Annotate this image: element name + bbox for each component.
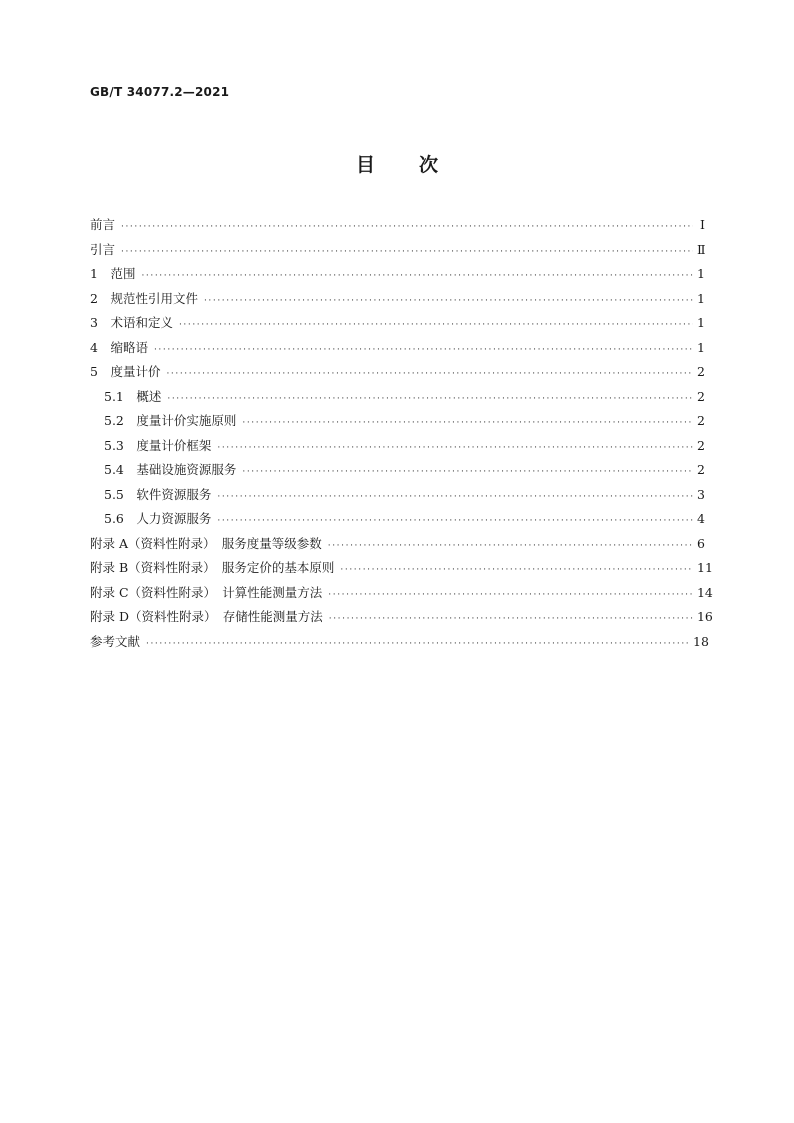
toc-entry-label: 5.6 人力资源服务 xyxy=(104,511,212,526)
toc-entry-page: 4 xyxy=(697,511,705,526)
toc-entry-label: 3 术语和定义 xyxy=(90,315,173,330)
toc-entry[interactable] xyxy=(90,338,705,363)
toc-entry[interactable] xyxy=(90,632,709,657)
toc-dot-leader xyxy=(217,516,693,526)
toc-entry-label: 参考文献 xyxy=(90,633,141,649)
page-title xyxy=(0,150,794,177)
toc-entry-label: 4 缩略语 xyxy=(90,339,148,355)
toc-entry-page: 1 xyxy=(697,266,705,281)
toc-entry[interactable] xyxy=(90,240,705,265)
toc-entry-label: 5.3 度量计价框架 xyxy=(104,437,212,453)
toc-entry-label: 2 规范性引用文件 xyxy=(90,290,198,306)
toc-entry[interactable] xyxy=(90,362,705,387)
toc-dot-leader xyxy=(146,639,689,649)
toc-entry[interactable] xyxy=(90,583,713,608)
toc-dot-leader xyxy=(204,296,693,306)
toc-entry-label: 5.1 概述 xyxy=(104,388,162,404)
toc-entry[interactable] xyxy=(90,534,705,559)
toc-dot-leader xyxy=(166,369,693,379)
toc-entry-label: 5.5 软件资源服务 xyxy=(104,486,212,502)
toc-entry-page: 1 xyxy=(697,315,705,330)
toc-dot-leader xyxy=(179,320,693,330)
toc-entry-label: 附录 C（资料性附录） 计算性能测量方法 xyxy=(90,584,323,600)
toc-entry-page: 6 xyxy=(697,535,705,551)
toc-entry-label: 附录 D（资料性附录） 存储性能测量方法 xyxy=(90,609,323,624)
toc-subentry[interactable] xyxy=(90,411,705,436)
toc-dot-leader xyxy=(154,345,693,355)
toc-subentry[interactable] xyxy=(90,436,705,461)
toc-entry-label: 5.2 度量计价实施原则 xyxy=(104,413,237,428)
toc-entry-page: Ⅱ xyxy=(697,241,706,257)
toc-entry-page: 1 xyxy=(697,339,705,355)
toc-entry[interactable] xyxy=(90,313,705,338)
page-title-part1: 目 xyxy=(355,154,375,176)
toc-subentry[interactable] xyxy=(90,509,705,534)
toc-dot-leader xyxy=(340,565,693,575)
toc-dot-leader xyxy=(328,590,693,600)
toc-dot-leader xyxy=(217,492,693,502)
toc-entry-label: 5.4 基础设施资源服务 xyxy=(104,462,237,477)
toc-entry-label: 5 度量计价 xyxy=(90,364,161,379)
toc-entry[interactable] xyxy=(90,558,713,583)
toc-entry-page: 1 xyxy=(697,290,705,306)
toc-dot-leader xyxy=(121,247,693,257)
toc-dot-leader xyxy=(121,222,693,232)
toc-entry[interactable] xyxy=(90,607,713,632)
toc-dot-leader xyxy=(167,394,693,404)
toc-entry-page: 2 xyxy=(697,437,705,453)
toc-entry-page: 16 xyxy=(696,609,713,624)
toc-subentry[interactable] xyxy=(90,485,705,510)
toc-dot-leader xyxy=(242,467,693,477)
toc-dot-leader xyxy=(329,614,693,624)
toc-dot-leader xyxy=(328,541,693,551)
toc-entry-page: 2 xyxy=(697,364,705,379)
toc-entry-label: 1 范围 xyxy=(90,266,136,281)
toc-entry-page: 14 xyxy=(696,584,713,600)
toc-subentry[interactable] xyxy=(90,387,705,412)
toc-entry-page: 18 xyxy=(693,633,709,649)
toc-entry-page: 2 xyxy=(697,462,705,477)
toc-dot-leader xyxy=(217,443,693,453)
standard-number: GB/T 34077.2—2021 xyxy=(90,85,230,99)
table-of-contents xyxy=(90,215,713,656)
toc-dot-leader xyxy=(141,271,693,281)
toc-subentry[interactable] xyxy=(90,460,705,485)
toc-entry-label: 附录 A（资料性附录） 服务度量等级参数 xyxy=(90,535,322,551)
toc-entry-page: 3 xyxy=(697,486,705,502)
page-title-part2: 次 xyxy=(419,154,439,176)
toc-entry-page: 2 xyxy=(697,388,705,404)
toc-entry-page: 11 xyxy=(697,560,713,575)
toc-entry[interactable] xyxy=(90,264,705,289)
toc-entry-label: 前言 xyxy=(90,217,116,232)
toc-entry-label: 附录 B（资料性附录） 服务定价的基本原则 xyxy=(90,560,335,575)
toc-entry[interactable] xyxy=(90,289,705,314)
toc-entry-page: 2 xyxy=(697,413,705,428)
toc-entry-label: 引言 xyxy=(90,241,116,257)
toc-entry-page: Ⅰ xyxy=(700,217,705,232)
toc-entry[interactable] xyxy=(90,215,705,240)
toc-dot-leader xyxy=(242,418,693,428)
